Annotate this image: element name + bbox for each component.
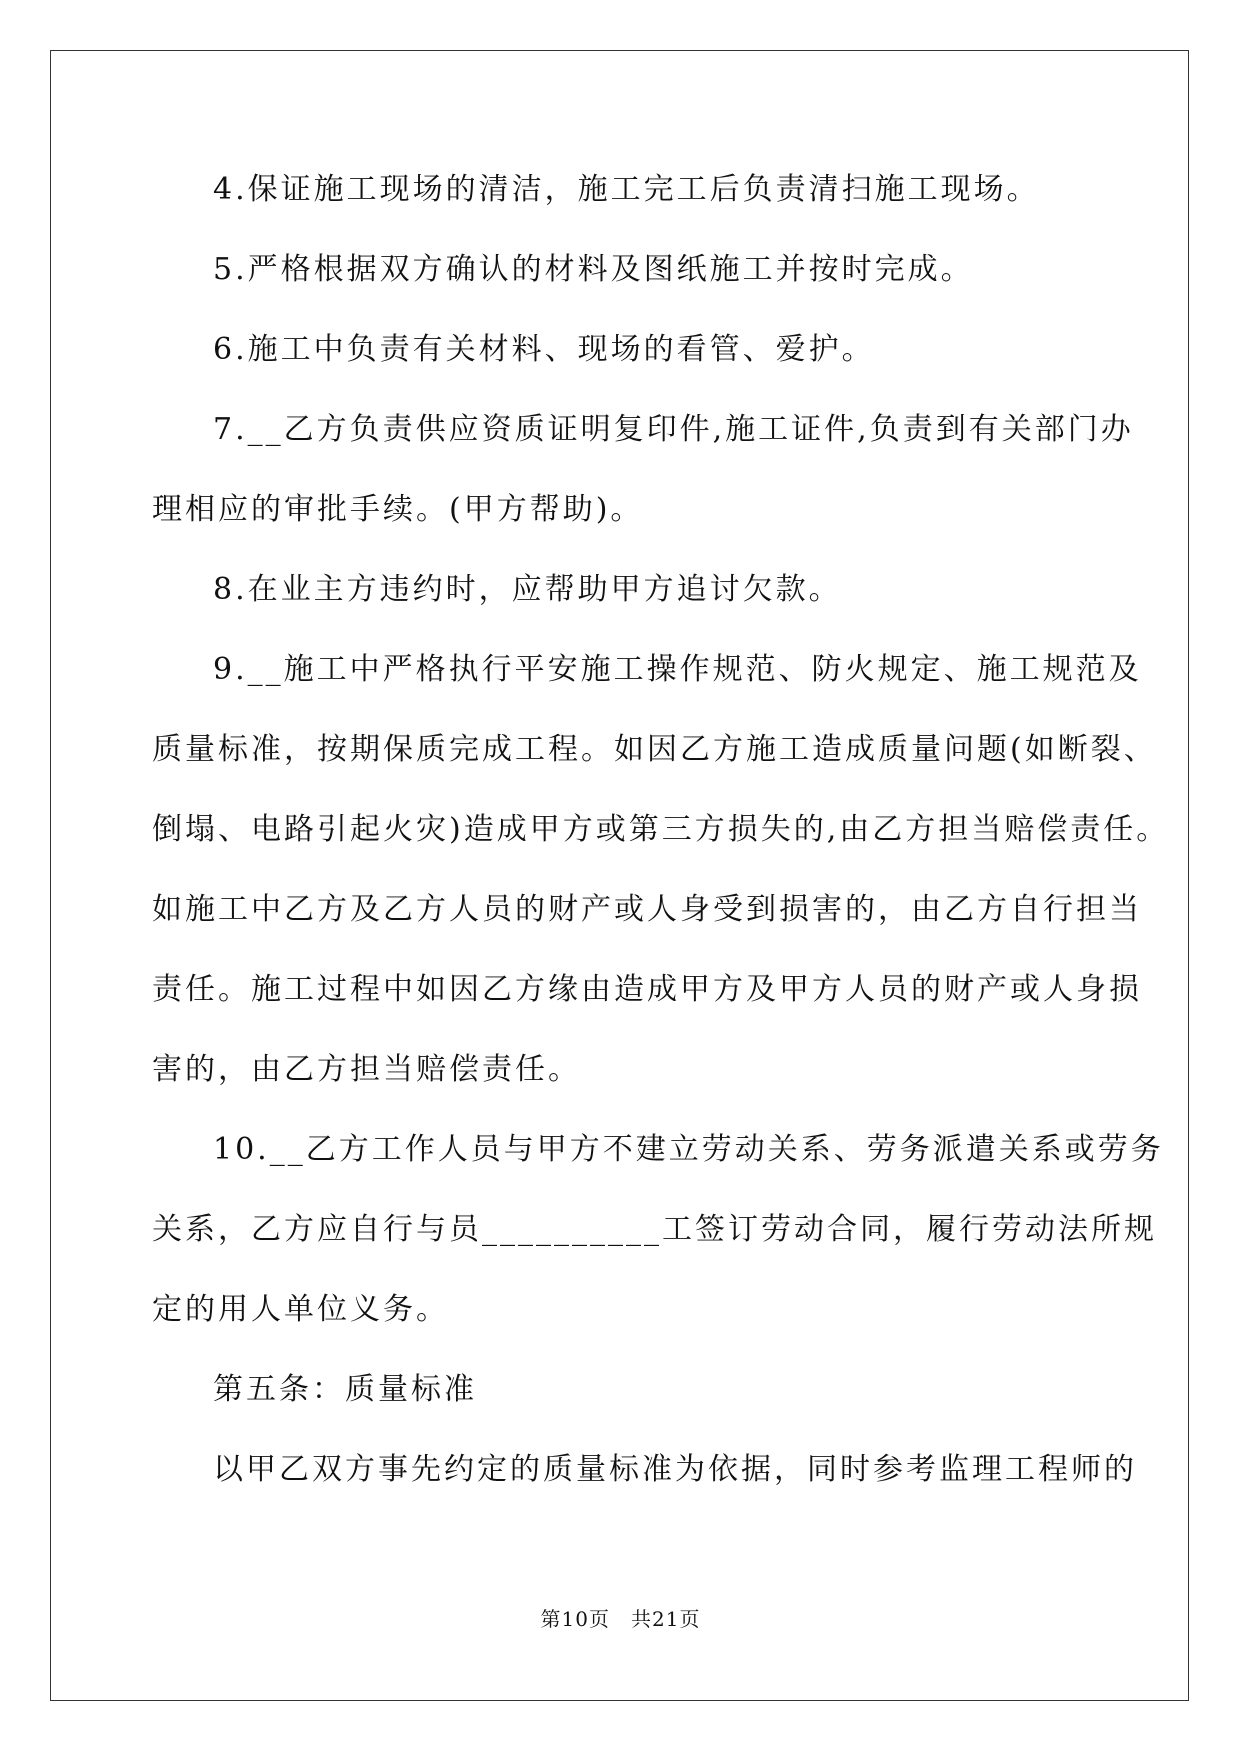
paragraph-line: 7.__乙方负责供应资质证明复印件,施工证件,负责到有关部门办 xyxy=(213,412,1134,447)
paragraph-line: 9.__施工中严格执行平安施工操作规范、防火规定、施工规范及 xyxy=(213,652,1142,687)
paragraph-line: 责任。施工过程中如因乙方缘由造成甲方及甲方人员的财产或人身损 xyxy=(152,972,1142,1007)
paragraph-line: 5.严格根据双方确认的材料及图纸施工并按时完成。 xyxy=(213,252,974,287)
paragraph-line: 4.保证施工现场的清洁，施工完工后负责清扫施工现场。 xyxy=(213,172,1040,207)
paragraph-line: 倒塌、电路引起火灾)造成甲方或第三方损失的,由乙方担当赔偿责任。 xyxy=(152,812,1170,847)
paragraph-line: 如施工中乙方及乙方人员的财产或人身受到损害的，由乙方自行担当 xyxy=(152,892,1142,927)
paragraph-line: 理相应的审批手续。(甲方帮助)。 xyxy=(152,492,644,527)
section-heading: 第五条：质量标准 xyxy=(213,1372,477,1407)
paragraph-line: 定的用人单位义务。 xyxy=(152,1292,449,1327)
page-number-footer: 第10页 共21页 xyxy=(540,1607,701,1631)
paragraph-line: 质量标准，按期保质完成工程。如因乙方施工造成质量问题(如断裂、 xyxy=(152,732,1157,767)
paragraph-line: 10.__乙方工作人员与甲方不建立劳动关系、劳务派遣关系或劳务 xyxy=(213,1132,1164,1167)
paragraph-line: 8.在业主方违约时，应帮助甲方追讨欠款。 xyxy=(213,572,842,607)
paragraph-line: 关系，乙方应自行与员__________工签订劳动合同，履行劳动法所规 xyxy=(152,1212,1157,1247)
paragraph-line: 6.施工中负责有关材料、现场的看管、爱护。 xyxy=(213,332,875,367)
paragraph-line: 以甲乙双方事先约定的质量标准为依据，同时参考监理工程师的 xyxy=(213,1452,1137,1487)
paragraph-line: 害的，由乙方担当赔偿责任。 xyxy=(152,1052,581,1087)
